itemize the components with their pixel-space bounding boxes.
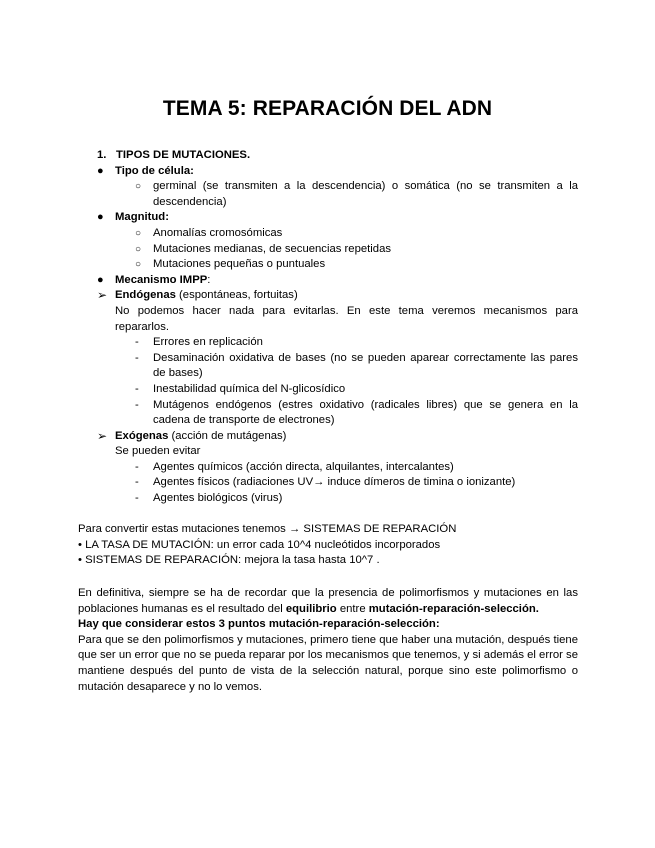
summary-line: • SISTEMAS DE REPARACIÓN: mejora la tasa hasta 10^7 . (78, 554, 380, 567)
exogenous-note: (acción de mutágenas) (168, 429, 287, 442)
conclusion-bold-line: Hay que considerar estos 3 puntos mutación-reparación-selección: (78, 618, 440, 631)
exogenous-item (78, 429, 578, 445)
dash-bullet-icon: - (135, 382, 139, 395)
bullet-icon: ● (97, 211, 104, 224)
bold-text: mutación-reparación-selección. (368, 602, 539, 615)
endogenous-subitem (78, 382, 578, 398)
endogenous-subitem (78, 335, 578, 351)
mechanism-suffix: : (207, 273, 211, 286)
summary-line: • LA TASA DE MUTACIÓN: un error cada 10^4 nucleótidos incorporados (78, 538, 441, 551)
page-title: TEMA 5: REPARACIÓN DEL ADN (162, 97, 493, 120)
endogenous-note: (espontáneas, fortuitas) (175, 289, 298, 302)
arrow-bullet-icon: ➢ (97, 428, 108, 443)
list-item-text: Mutágenos endógenos (estres oxidativo (radicales libres) que se genera en la cadena de transporte de electrones) (153, 398, 578, 427)
mechanism-label: Mecanismo IMPP (115, 273, 208, 286)
circle-bullet-icon: ○ (135, 181, 142, 193)
exogenous-subitem (78, 475, 578, 491)
section-label: TIPOS DE MUTACIONES. (116, 149, 251, 161)
magnitude-item (78, 210, 578, 226)
circle-bullet-icon: ○ (135, 227, 142, 239)
list-item-text: Mutaciones pequeñas o puntuales (153, 258, 326, 271)
dash-bullet-icon: - (135, 476, 139, 489)
magnitude-subitem (78, 257, 578, 273)
conclusion-paragraph (78, 586, 578, 617)
cell-type-item (78, 164, 578, 180)
paragraph-text: entre (336, 602, 369, 615)
magnitude-subitem (78, 226, 578, 242)
conclusion-section (78, 586, 578, 695)
bold-text: equilibrio (285, 602, 337, 615)
bullet-icon: ● (97, 273, 104, 286)
list-item-text: Agentes químicos (acción directa, alquilantes, intercalantes) (153, 460, 454, 473)
section-number: 1. (97, 149, 107, 161)
bullet-icon: ● (97, 164, 104, 177)
magnitude-label: Magnitud: (115, 211, 169, 224)
exogenous-description: Se pueden evitar (115, 445, 201, 458)
cell-type-subitem (78, 179, 578, 210)
list-item-text: Errores en replicación (153, 336, 263, 349)
exogenous-subitem (78, 491, 578, 507)
endogenous-subitem (78, 398, 578, 429)
mutation-types-section (78, 148, 578, 507)
dash-bullet-icon: - (135, 398, 139, 411)
conclusion-paragraph-2: Para que se den polimorfismos y mutaciones, primero tiene que haber una mutación, después tiene que ser un error que no se pueda reparar por los mecanismos que tenemos, y si además el error se mantiene después del punto de vista de la selección natural, porque sino este polimorfismo o mutación desaparece y no lo vemos. (78, 633, 578, 693)
endogenous-item (78, 288, 578, 304)
list-item-text: Inestabilidad química del N-glicosídico (153, 382, 346, 395)
circle-bullet-icon: ○ (135, 259, 142, 271)
repair-systems-summary (78, 522, 578, 569)
list-item-text: germinal (se transmiten a la descendencia) o somática (no se transmiten a la descendencia) (153, 180, 578, 208)
exogenous-label: Exógenas (115, 429, 169, 442)
dash-bullet-icon: - (135, 351, 139, 364)
dash-bullet-icon: - (135, 492, 139, 505)
section-heading (78, 148, 578, 164)
arrow-bullet-icon: ➢ (97, 288, 108, 303)
dash-bullet-icon: - (135, 460, 139, 473)
endogenous-label: Endógenas (115, 289, 176, 302)
list-item-text: Anomalías cromosómicas (153, 226, 283, 239)
paragraph-text: En definitiva, siempre se ha de recordar que la presencia de polimorfismos y mutaciones en las poblaciones humanas es el resultado del (78, 587, 578, 615)
magnitude-subitem (78, 242, 578, 258)
circle-bullet-icon: ○ (135, 243, 142, 255)
list-item-text: Agentes biológicos (virus) (153, 492, 283, 505)
mechanism-item (78, 273, 578, 289)
endogenous-subitem (78, 351, 578, 382)
summary-line: Para convertir estas mutaciones tenemos → SISTEMAS DE REPARACIÓN (78, 523, 457, 535)
exogenous-subitem (78, 460, 578, 476)
endogenous-description: No podemos hacer nada para evitarlas. En este tema veremos mecanismos para repararlos. (115, 304, 578, 333)
dash-bullet-icon: - (135, 336, 139, 349)
list-item-text: Desaminación oxidativa de bases (no se pueden aparear correctamente las pares de bases) (153, 351, 578, 380)
list-item-text: Mutaciones medianas, de secuencias repetidas (153, 242, 392, 255)
list-item-text: Agentes físicos (radiaciones UV→ induce dímeros de timina o ionizante) (153, 476, 516, 489)
cell-type-label: Tipo de célula: (115, 164, 194, 177)
